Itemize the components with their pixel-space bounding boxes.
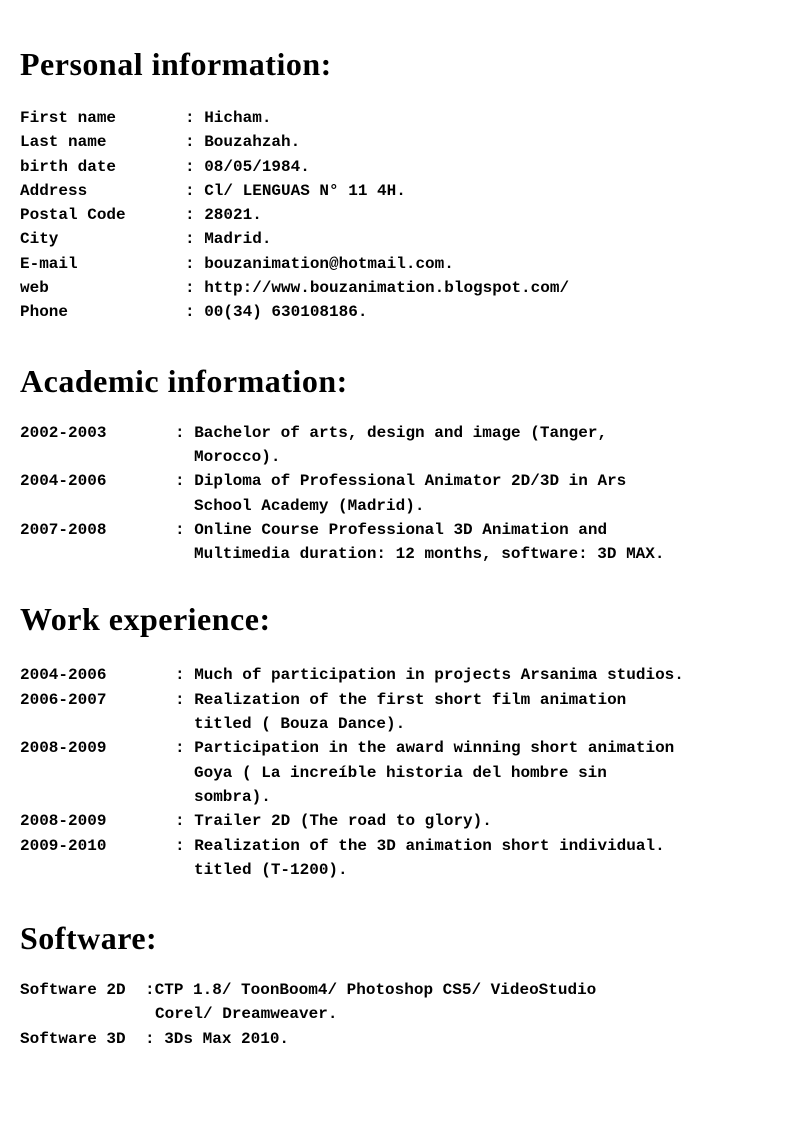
period-label: 2009-2010 <box>20 836 107 855</box>
field-label: City <box>20 230 59 249</box>
period-label: 2008-2009 <box>20 812 107 831</box>
field-value: Hicham. <box>204 109 272 127</box>
entry-continuation: Multimedia duration: 12 months, software: 3D MAX. <box>194 545 665 564</box>
academic-entry <box>20 518 792 542</box>
section-work <box>20 599 792 882</box>
field-value: Madrid. <box>204 230 272 249</box>
personal-row <box>20 276 792 300</box>
colon-separator: : <box>175 472 185 491</box>
field-label: First name <box>20 109 117 127</box>
field-value: 08/05/1984. <box>204 157 310 176</box>
colon-separator: : <box>175 690 185 709</box>
period-label: 2008-2009 <box>20 739 107 758</box>
software-entry <box>20 978 792 1002</box>
period-label: 2002-2003 <box>20 423 107 442</box>
personal-rows <box>20 106 792 325</box>
work-entries <box>20 663 792 882</box>
academic-entry <box>20 469 792 493</box>
personal-row <box>20 227 792 251</box>
entry-text: 3Ds Max 2010. <box>164 1029 290 1048</box>
work-heading: Work experience: <box>20 601 271 638</box>
field-label: birth date <box>20 157 117 176</box>
colon-separator: : <box>185 230 195 249</box>
entry-continuation: titled ( Bouza Dance). <box>194 715 406 734</box>
field-label: Address <box>20 181 88 200</box>
entry-text: CTP 1.8/ ToonBoom4/ Photoshop CS5/ VideoStudio <box>154 981 597 1000</box>
entry-text: Realization of the 3D animation short individual. <box>194 836 665 855</box>
colon-separator: : <box>175 423 185 442</box>
personal-row <box>20 106 792 130</box>
field-value: 28021. <box>204 206 262 225</box>
personal-row <box>20 203 792 227</box>
work-entry <box>20 809 792 833</box>
colon-separator: : <box>185 303 195 322</box>
entry-text: Participation in the award winning short animation <box>194 739 675 758</box>
colon-separator: : <box>185 133 195 152</box>
period-label: 2004-2006 <box>20 666 107 685</box>
email-value: bouzanimation@hotmail.com. <box>204 254 454 273</box>
colon-separator: : <box>175 666 185 685</box>
work-entry <box>20 663 792 687</box>
entry-continuation: Morocco). <box>194 447 281 466</box>
academic-entry <box>20 421 792 445</box>
section-software <box>20 918 792 1051</box>
entry-continuation: Goya ( La increíble historia del hombre sin <box>194 763 607 782</box>
period-label: 2006-2007 <box>20 690 107 709</box>
entry-text: Diploma of Professional Animator 2D/3D in Ars <box>194 472 627 491</box>
field-label: web <box>20 279 49 298</box>
work-entry <box>20 688 792 712</box>
personal-row <box>20 179 792 203</box>
colon-separator: : <box>185 109 195 127</box>
colon-separator: : <box>145 981 155 1000</box>
colon-separator: : <box>145 1029 155 1048</box>
colon-separator: : <box>185 206 195 225</box>
field-value: Bouzahzah. <box>204 133 301 152</box>
entry-text: Trailer 2D (The road to glory). <box>194 812 492 831</box>
colon-separator: : <box>175 812 185 831</box>
entry-continuation: titled (T-1200). <box>194 860 348 879</box>
software-heading: Software: <box>20 920 158 957</box>
field-label: Last name <box>20 133 107 152</box>
period-label: 2004-2006 <box>20 472 107 491</box>
entry-text: Online Course Professional 3D Animation and <box>194 520 608 539</box>
entry-continuation: Corel/ Dreamweaver. <box>155 1005 338 1024</box>
web-url-value: http://www.bouzanimation.blogspot.com/ <box>204 279 570 298</box>
personal-row <box>20 300 792 324</box>
work-entry <box>20 834 792 858</box>
software-entry <box>20 1027 792 1051</box>
entry-text: Bachelor of arts, design and image (Tanger, <box>194 423 608 442</box>
entry-text: Realization of the first short film animation <box>194 690 627 709</box>
field-label: Software 2D <box>20 981 126 1000</box>
section-personal <box>20 44 792 325</box>
field-label: E-mail <box>20 254 78 273</box>
field-label: Software 3D <box>20 1029 126 1048</box>
colon-separator: : <box>185 279 195 298</box>
field-value: 00(34) 630108186. <box>204 303 368 322</box>
work-entry <box>20 736 792 760</box>
personal-row <box>20 252 792 276</box>
personal-heading: Personal information: <box>20 46 332 82</box>
personal-row <box>20 155 792 179</box>
colon-separator: : <box>185 181 195 200</box>
personal-row <box>20 130 792 154</box>
colon-separator: : <box>185 254 195 273</box>
entry-continuation: School Academy (Madrid). <box>194 496 425 515</box>
entry-text: Much of participation in projects Arsanima studios. <box>194 666 684 685</box>
section-academic <box>20 361 792 567</box>
field-label: Phone <box>20 303 69 322</box>
period-label: 2007-2008 <box>20 520 107 539</box>
software-entries <box>20 978 792 1051</box>
academic-entries <box>20 421 792 567</box>
entry-continuation: sombra). <box>194 787 271 806</box>
colon-separator: : <box>175 520 185 539</box>
field-value: Cl/ LENGUAS N° 11 4H. <box>204 181 406 200</box>
colon-separator: : <box>175 836 185 855</box>
academic-heading: Academic information: <box>20 362 348 399</box>
colon-separator: : <box>175 739 185 758</box>
field-label: Postal Code <box>20 206 126 225</box>
colon-separator: : <box>185 157 195 176</box>
